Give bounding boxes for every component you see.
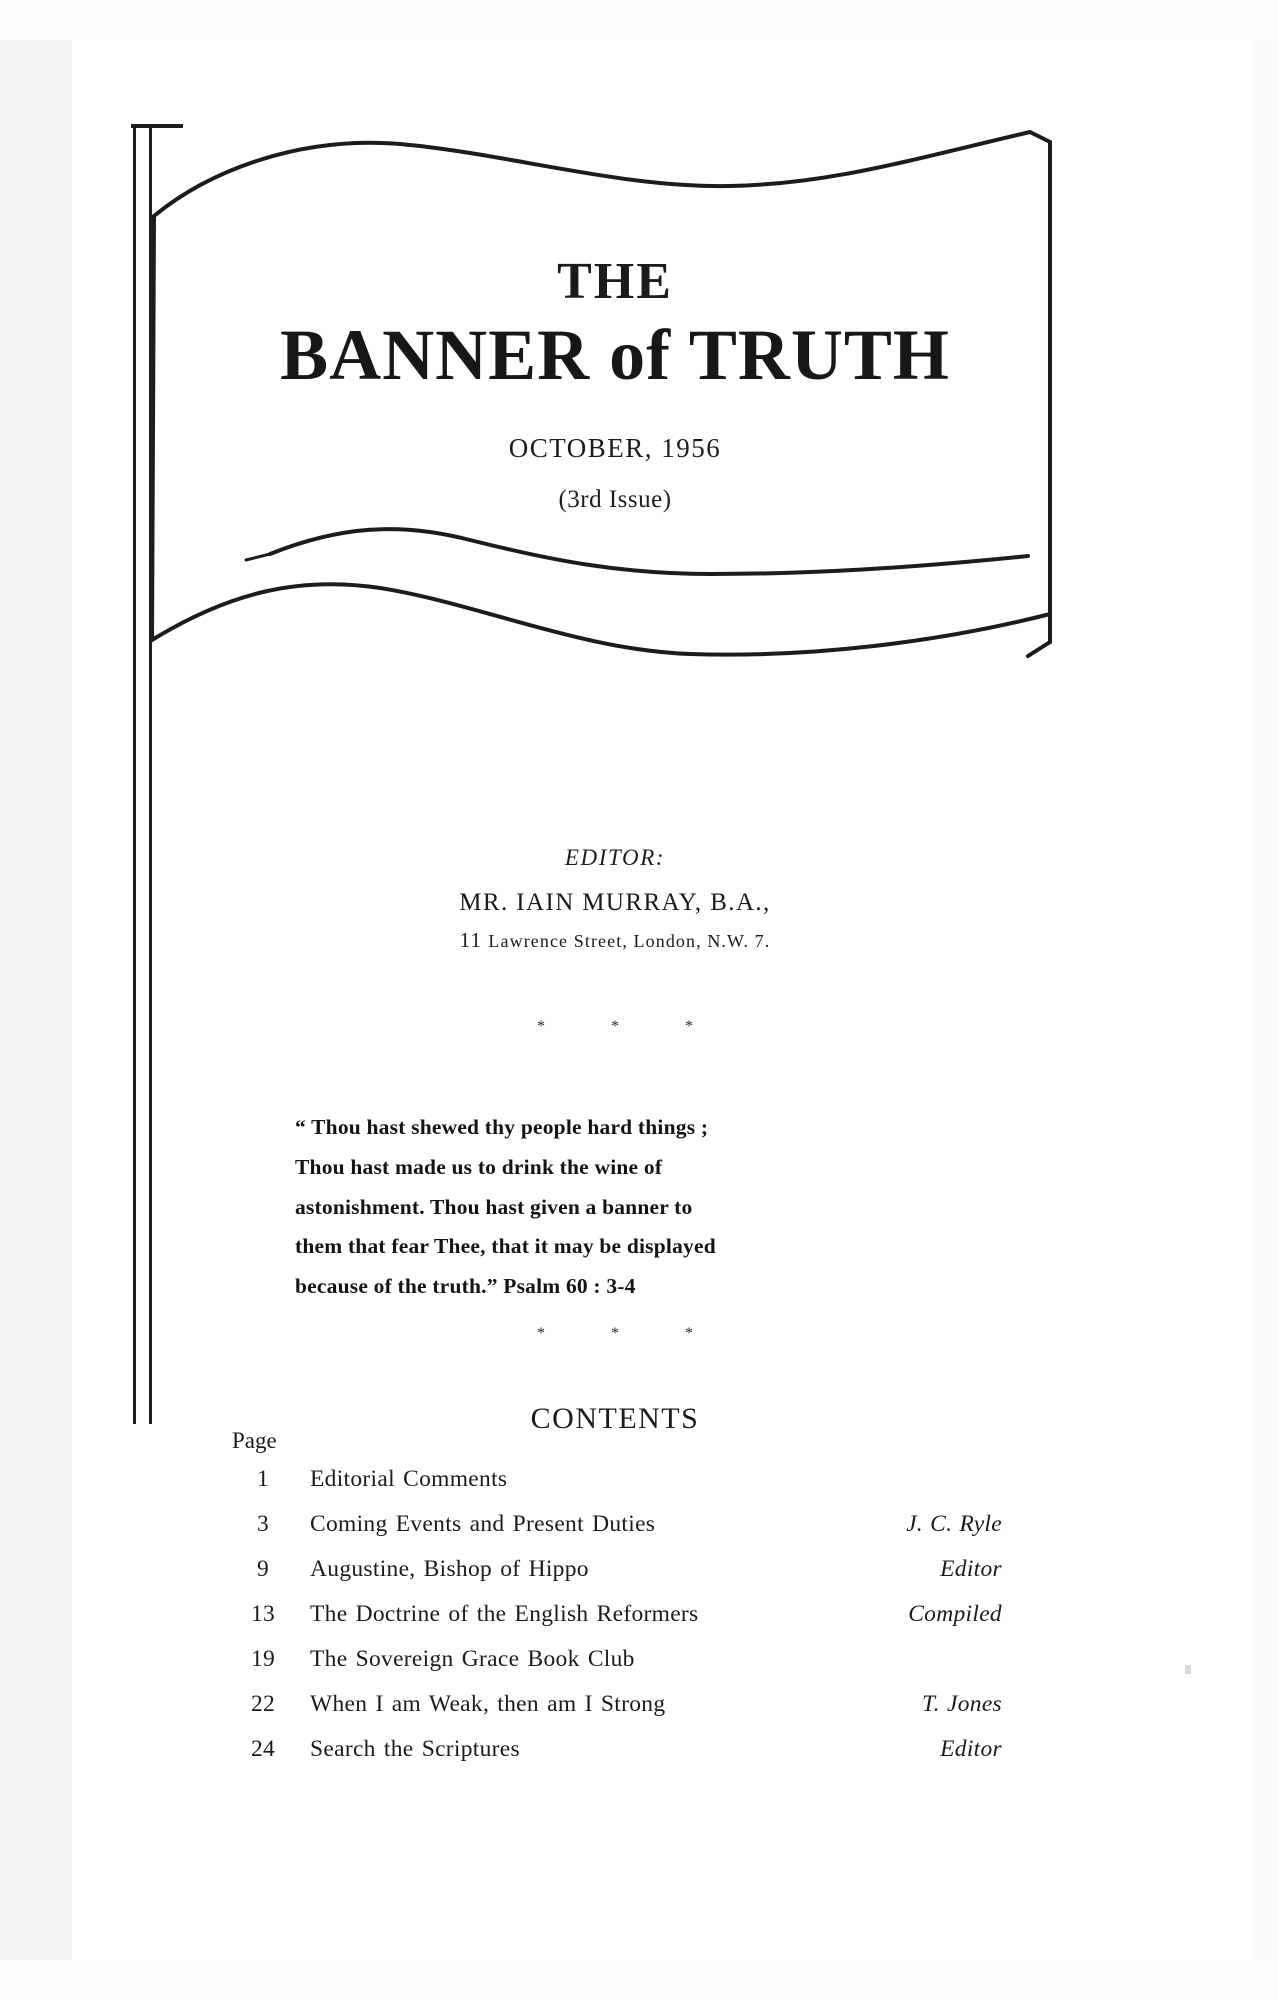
toc-article-title: Coming Events and Present Duties: [310, 1511, 656, 1537]
scan-margin-left: [0, 0, 72, 2000]
toc-page-number: 24: [250, 1736, 276, 1762]
scan-speck: [1185, 1665, 1191, 1674]
list-item[interactable]: [232, 1556, 1002, 1601]
toc-article-title: The Doctrine of the English Reformers: [310, 1601, 699, 1627]
scripture-quote: [295, 1108, 945, 1307]
toc-page-number: 22: [250, 1691, 276, 1717]
editor-address-street: Lawrence Street, London, N.W. 7.: [488, 931, 771, 951]
list-item[interactable]: [232, 1736, 1002, 1781]
toc-article-title: Editorial Comments: [310, 1466, 508, 1492]
toc-article-title: When I am Weak, then am I Strong: [310, 1691, 666, 1717]
toc-page-number: 13: [250, 1601, 276, 1627]
star-glyph: *: [611, 1018, 619, 1035]
toc-article-title: Search the Scriptures: [310, 1736, 520, 1762]
toc-author: T. Jones: [922, 1691, 1002, 1717]
table-of-contents: [232, 1466, 1002, 1781]
masthead-date: OCTOBER, 1956: [508, 432, 722, 463]
quote-line: them that fear Thee, that it may be displayed: [295, 1234, 716, 1259]
editor-block: [150, 845, 1080, 953]
toc-article-title: Augustine, Bishop of Hippo: [310, 1556, 589, 1582]
quote-line: “ Thou hast shewed thy people hard things ;: [295, 1115, 709, 1139]
quote-line: Thou hast made us to drink the wine of: [295, 1154, 663, 1179]
list-item[interactable]: [232, 1646, 1002, 1691]
editor-name: MR. IAIN MURRAY, B.A.,: [459, 889, 771, 916]
masthead-title: BANNER of TRUTH: [280, 314, 950, 395]
editor-address: [150, 928, 1080, 953]
star-glyph: *: [537, 1018, 545, 1035]
toc-author: Compiled: [908, 1601, 1002, 1627]
toc-page-number: 19: [250, 1646, 276, 1672]
toc-author: Editor: [940, 1556, 1002, 1582]
star-glyph: *: [685, 1018, 693, 1035]
contents-heading: CONTENTS: [530, 1402, 700, 1435]
list-item[interactable]: [232, 1601, 1002, 1646]
editor-label: EDITOR:: [564, 845, 666, 870]
quote-line: because of the truth.”: [295, 1274, 498, 1299]
list-item[interactable]: [232, 1691, 1002, 1736]
list-item[interactable]: [232, 1511, 1002, 1556]
flagpole-crossbar: [131, 124, 183, 128]
star-glyph: *: [685, 1325, 693, 1342]
separator-stars-top: [150, 1018, 1080, 1036]
scan-margin-top: [0, 0, 1278, 40]
toc-article-title: The Sovereign Grace Book Club: [310, 1646, 635, 1672]
quote-line: astonishment. Thou hast given a banner to: [295, 1194, 693, 1219]
toc-page-number: 3: [256, 1511, 270, 1537]
contents-page-column-header: Page: [232, 1428, 277, 1453]
toc-page-number: 9: [256, 1556, 270, 1582]
flagpole-line-left: [133, 124, 136, 1424]
toc-page-number: 1: [256, 1466, 270, 1492]
quote-reference: Psalm 60 : 3-4: [503, 1274, 636, 1299]
toc-author: Editor: [940, 1736, 1002, 1762]
masthead-line-the: THE: [557, 253, 673, 310]
masthead-issue: (3rd Issue): [558, 485, 672, 513]
scan-margin-bottom: [0, 1960, 1278, 2000]
scan-margin-right: [1252, 0, 1278, 2000]
editor-address-number: 11: [459, 928, 483, 952]
star-glyph: *: [611, 1325, 619, 1342]
star-glyph: *: [537, 1325, 545, 1342]
masthead: [150, 255, 1080, 514]
list-item[interactable]: [232, 1466, 1002, 1511]
quote-last-line-row: [295, 1267, 945, 1307]
toc-author: J. C. Ryle: [906, 1511, 1002, 1537]
separator-stars-bottom: [150, 1325, 1080, 1343]
